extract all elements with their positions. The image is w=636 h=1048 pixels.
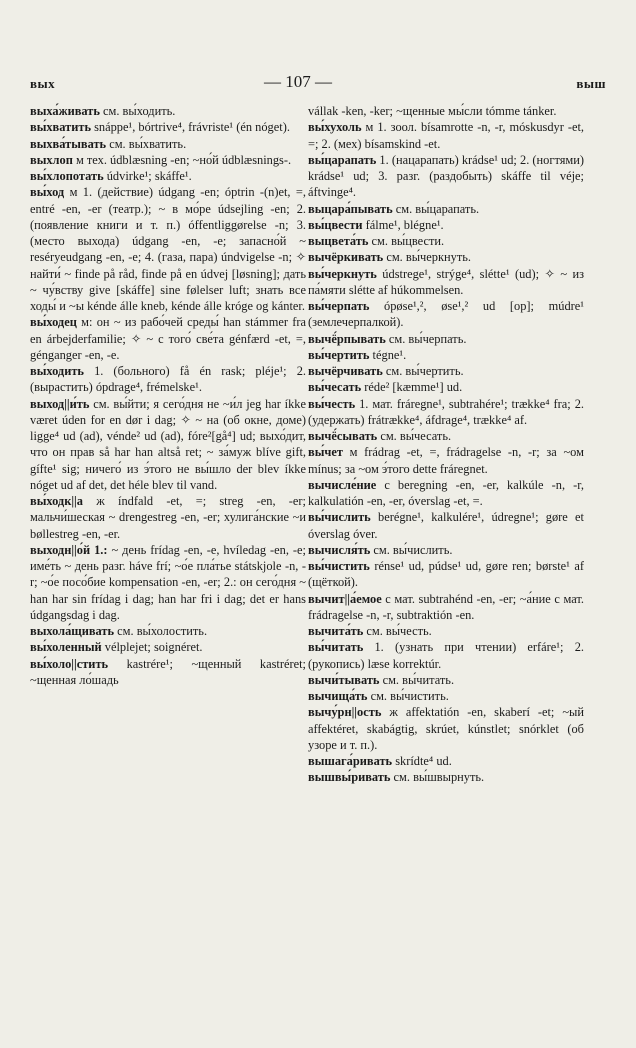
entry-headword: вы́хухоль xyxy=(308,120,362,135)
entry-headword: вы́чертить xyxy=(308,347,370,362)
entry-definition: vélplejet; soignéret. xyxy=(101,640,203,655)
entry-headword: вычу́рн||ость xyxy=(308,705,382,720)
entry-headword: вычисле́ние xyxy=(308,477,377,492)
entry-definition: м 1. (действие) údgang -en; óptrin -(n)et, =, entré -en, -er (театр.); ~ в мо́ре údsejling -en; 2. (появление книги и т. п.) óffentliggørelse -n; 3. (место выхода) údgang -en, -e; запасно́й ~ reséryeudgang -en, -e; 4. (газа, пара) úndvigelse -n; ✧ найти́ ~ finde på råd, finde på en údvej [løsning]; дать ~ чу́вству give [skáffe] sine følelser luft; знать все ходы́ и ~ы kénde álle kneb, kénde álle króge og kánter. xyxy=(30,185,306,313)
dictionary-entry xyxy=(308,249,584,265)
dictionary-entry xyxy=(308,331,584,347)
entry-definition: kastrére¹; ~щенный kastréret; ~щенная ло́шадь xyxy=(30,656,306,687)
entry-headword: вы́царапать xyxy=(308,152,377,167)
dictionary-entry xyxy=(308,396,584,429)
entry-definition: с beregning -en, -er, kalkúle -n, -r, kalkulatión -en, -er, óverslag -et, =. xyxy=(308,477,584,508)
left-column xyxy=(30,103,306,688)
entry-definition: см. вы́йти; я сего́дня не ~и́л jeg har íkke været úden for en dør i dag; ✧ ~ на (об окне, доме) ligge⁴ ud (ad), vénde² ud (ad), fóre²[gå⁴] ud; выхо́дит, что он прав så har han altså ret; ~ за́муж blíve gift, gífte¹ sig; ничего́ из э́того не вы́шло der blev íkke nóget ud af det, det héle blev til vand. xyxy=(30,396,306,492)
entry-headword: вы́холо||стить xyxy=(30,656,109,671)
entry-definition: fálme¹, blégne¹. xyxy=(362,217,444,232)
dictionary-entry xyxy=(308,509,584,542)
dictionary-entry xyxy=(308,347,584,363)
dictionary-entry xyxy=(308,428,584,444)
entry-definition: м тех. údblæsning -en; ~но́й údblæsnings-. xyxy=(72,152,292,167)
dictionary-entry xyxy=(308,379,584,395)
entry-definition: vállak -ken, -ker; ~щенные мы́сли tómme tánker. xyxy=(308,104,557,118)
entry-definition: см. вы́чесать. xyxy=(377,429,452,443)
entry-definition: см. вы́числить. xyxy=(370,542,453,557)
dictionary-entry xyxy=(308,623,584,639)
entry-definition: snáppe¹, bórtrive⁴, frávriste¹ (én nóget). xyxy=(91,120,290,135)
entry-definition: см. вы́чистить. xyxy=(367,689,449,703)
entry-definition: см. вы́черпать. xyxy=(385,331,467,346)
page-number: — 107 — xyxy=(264,72,332,91)
entry-headword: вычи́тывать xyxy=(308,672,380,687)
dictionary-entry xyxy=(308,217,584,233)
dictionary-entry xyxy=(308,363,584,379)
dictionary-entry xyxy=(30,639,306,655)
dictionary-entry xyxy=(308,542,584,558)
dictionary-entry xyxy=(30,136,306,152)
entry-headword: вы́хлопотать xyxy=(30,169,104,183)
page-header xyxy=(30,72,606,96)
entry-headword: вычища́ть xyxy=(308,689,368,703)
dictionary-entry xyxy=(30,363,306,396)
entry-headword: вычё́сывать xyxy=(308,429,378,443)
entry-definition: údstrege¹, strýge⁴, slétte¹ (ud); ✧ ~ из па́мяти slétte af húkommelsen. xyxy=(308,266,584,297)
entry-definition: см. вы́швырнуть. xyxy=(390,770,485,785)
entry-definition: см. вы́царапать. xyxy=(392,201,480,216)
entry-headword: вы́чистить xyxy=(308,559,370,573)
dictionary-entry xyxy=(30,542,306,623)
dictionary-entry xyxy=(308,266,584,299)
entry-headword: вы́цвести xyxy=(308,217,363,232)
dictionary-entry xyxy=(30,152,306,168)
entry-headword: вы́холенный xyxy=(30,640,102,655)
entry-headword: вычита́ть xyxy=(308,624,364,638)
entry-definition: skrídte⁴ ud. xyxy=(392,754,452,768)
dictionary-entry xyxy=(308,591,584,624)
entry-definition: см. вы́хватить. xyxy=(106,136,187,151)
entry-headword: выцара́пывать xyxy=(308,201,393,216)
dictionary-entry xyxy=(30,314,306,363)
dictionary-entry xyxy=(30,168,306,184)
entry-definition: berégne¹, kalkulére¹, údregne¹; gøre et óverslag óver. xyxy=(308,510,584,541)
entry-definition: ж affektatión -en, skaberí -et; ~ый affektéret, skabágtig, skrúet, kúnstlet; snórklet (об узоре и т. п.). xyxy=(308,705,584,752)
entry-definition: см. вы́чертить. xyxy=(382,364,464,378)
dictionary-entry xyxy=(308,753,584,769)
entry-definition: см. вы́черкнуть. xyxy=(383,250,471,265)
entry-definition: с мат. subtrahénd -en, -er; ~а́ние с мат. frádragelse -n, -r, subtraktión -en. xyxy=(308,591,584,622)
header-right-guideword: выш xyxy=(576,76,606,91)
entry-headword: вы́чет xyxy=(308,445,343,460)
entry-headword: выхола́щивать xyxy=(30,624,115,638)
entry-headword: вы́числить xyxy=(308,510,371,525)
entry-headword: вышвы́ривать xyxy=(308,770,391,785)
dictionary-entry xyxy=(30,656,306,689)
entry-headword: вы́ход xyxy=(30,185,65,200)
entry-headword: вычёрчивать xyxy=(308,364,383,378)
entry-headword: вы́черпать xyxy=(308,299,370,313)
dictionary-entry xyxy=(308,769,584,785)
header-left-guideword: вых xyxy=(30,76,56,91)
entry-headword: вы́чесать xyxy=(308,380,362,395)
entry-definition: údvirke¹; skáffe¹. xyxy=(103,169,192,183)
entry-headword: вы́хватить xyxy=(30,120,91,135)
entry-definition: м: он ~ из рабо́чей среды́ han stámmer fra en árbejderfamilie; ✧ ~ с того́ све́та génfærd -et, =, génganger -en, -e. xyxy=(30,315,306,362)
entry-headword: вы́черкнуть xyxy=(308,266,377,281)
dictionary-entry xyxy=(308,477,584,510)
entry-definition: ж índfald -et, =; streg -en, -er; мальчи́шеская ~ drengestreg -en, -er; хулига́нские ~и bøllestreg -en, -er. xyxy=(30,494,306,541)
entry-definition: см. вы́цвести. xyxy=(368,234,445,248)
entry-definition: tégne¹. xyxy=(369,347,407,362)
entry-headword: выхва́тывать xyxy=(30,136,107,151)
entry-headword: вы́честь xyxy=(308,396,356,411)
entry-definition: см. вы́читать. xyxy=(379,672,455,687)
dictionary-entry xyxy=(30,396,306,494)
dictionary-entry xyxy=(308,103,584,119)
entry-headword: вычисля́ть xyxy=(308,542,371,557)
dictionary-entry xyxy=(308,672,584,688)
dictionary-entry xyxy=(308,558,584,591)
entry-definition: 1. (больного) få én rask; pléje¹; 2. (вырастить) ópdrage⁴, frémelske¹. xyxy=(30,364,306,395)
dictionary-entry xyxy=(30,493,306,542)
dictionary-entry xyxy=(30,184,306,314)
dictionary-entry xyxy=(308,639,584,672)
entry-headword: вы́ходить xyxy=(30,364,84,378)
entry-definition: óрøse¹,², øse¹,² ud [op]; múdre¹ (землечерпалкой). xyxy=(308,299,584,330)
dictionary-entry xyxy=(308,233,584,249)
entry-headword: выход||и́ть xyxy=(30,396,90,411)
dictionary-entry xyxy=(308,201,584,217)
entry-definition: см. вы́холостить. xyxy=(114,624,208,638)
entry-definition: 1. (узнать при чтении) erfáre¹; 2. (рукопись) læse korrektúr. xyxy=(308,640,584,671)
dictionary-entry xyxy=(308,704,584,753)
entry-headword: вы́читать xyxy=(308,640,364,655)
entry-headword: вычёркивать xyxy=(308,250,384,265)
entry-headword: выцвета́ть xyxy=(308,234,369,248)
entry-definition: rénse¹ ud, púdse¹ ud, gøre ren; børste¹ af (щёткой). xyxy=(308,559,584,590)
entry-definition: 1. мат. fráregne¹, subtrahére¹; trække⁴ fra; 2. (удержать) frátrække⁴, áfdrage⁴, trække⁴ af. xyxy=(308,396,584,427)
dictionary-entry xyxy=(308,298,584,331)
entry-definition: см. вы́ходить. xyxy=(99,104,176,118)
entry-headword: вычё́рпывать xyxy=(308,331,386,346)
entry-headword: выха́живать xyxy=(30,104,100,118)
entry-headword: вычит||а́емое xyxy=(308,591,382,606)
entry-headword: вышага́ривать xyxy=(308,754,393,768)
dictionary-entry xyxy=(308,152,584,201)
dictionary-entry xyxy=(30,103,306,119)
dictionary-entry xyxy=(30,119,306,135)
entry-definition: 1. (нацарапать) krádse¹ ud; 2. (ногтями) krádse¹ ud; 3. разг. (раздобыть) skáffe til véje; áftvinge⁴. xyxy=(308,152,584,200)
entry-headword: вы́ходк||а xyxy=(30,494,83,508)
dictionary-entry xyxy=(308,688,584,704)
dictionary-entry xyxy=(308,119,584,152)
entry-definition: réde² [kæmme¹] ud. xyxy=(361,380,463,395)
entry-definition: ~ день frídag -en, -e, hvíledag -en, -e; име́ть ~ день разг. háve frí; ~о́е пла́тье státskjole -n, -r; ~о́е посо́бие kompensation -en, -er; 2.: он сего́дня ~ han har sin frídag i dag; han har fri i dag; det er hans údgangsdag i dag. xyxy=(30,542,306,622)
entry-headword: выхлоп xyxy=(30,152,73,167)
dictionary-entry xyxy=(308,444,584,477)
entry-definition: см. вы́честь. xyxy=(363,624,432,638)
entry-definition: м frádrag -et, =, frádragelse -n, -r; за ~ом mínus; за ~ом э́того dette fráregnet. xyxy=(308,445,584,476)
dictionary-entry xyxy=(30,623,306,639)
right-column xyxy=(308,103,584,786)
entry-definition: м 1. зоол. bísamrotte -n, -r, móskusdyr -et, =; 2. (мех) bísamskind -et. xyxy=(308,120,584,151)
entry-headword: выходн||о́й 1.: xyxy=(30,542,108,557)
entry-headword: вы́ходец xyxy=(30,315,77,330)
